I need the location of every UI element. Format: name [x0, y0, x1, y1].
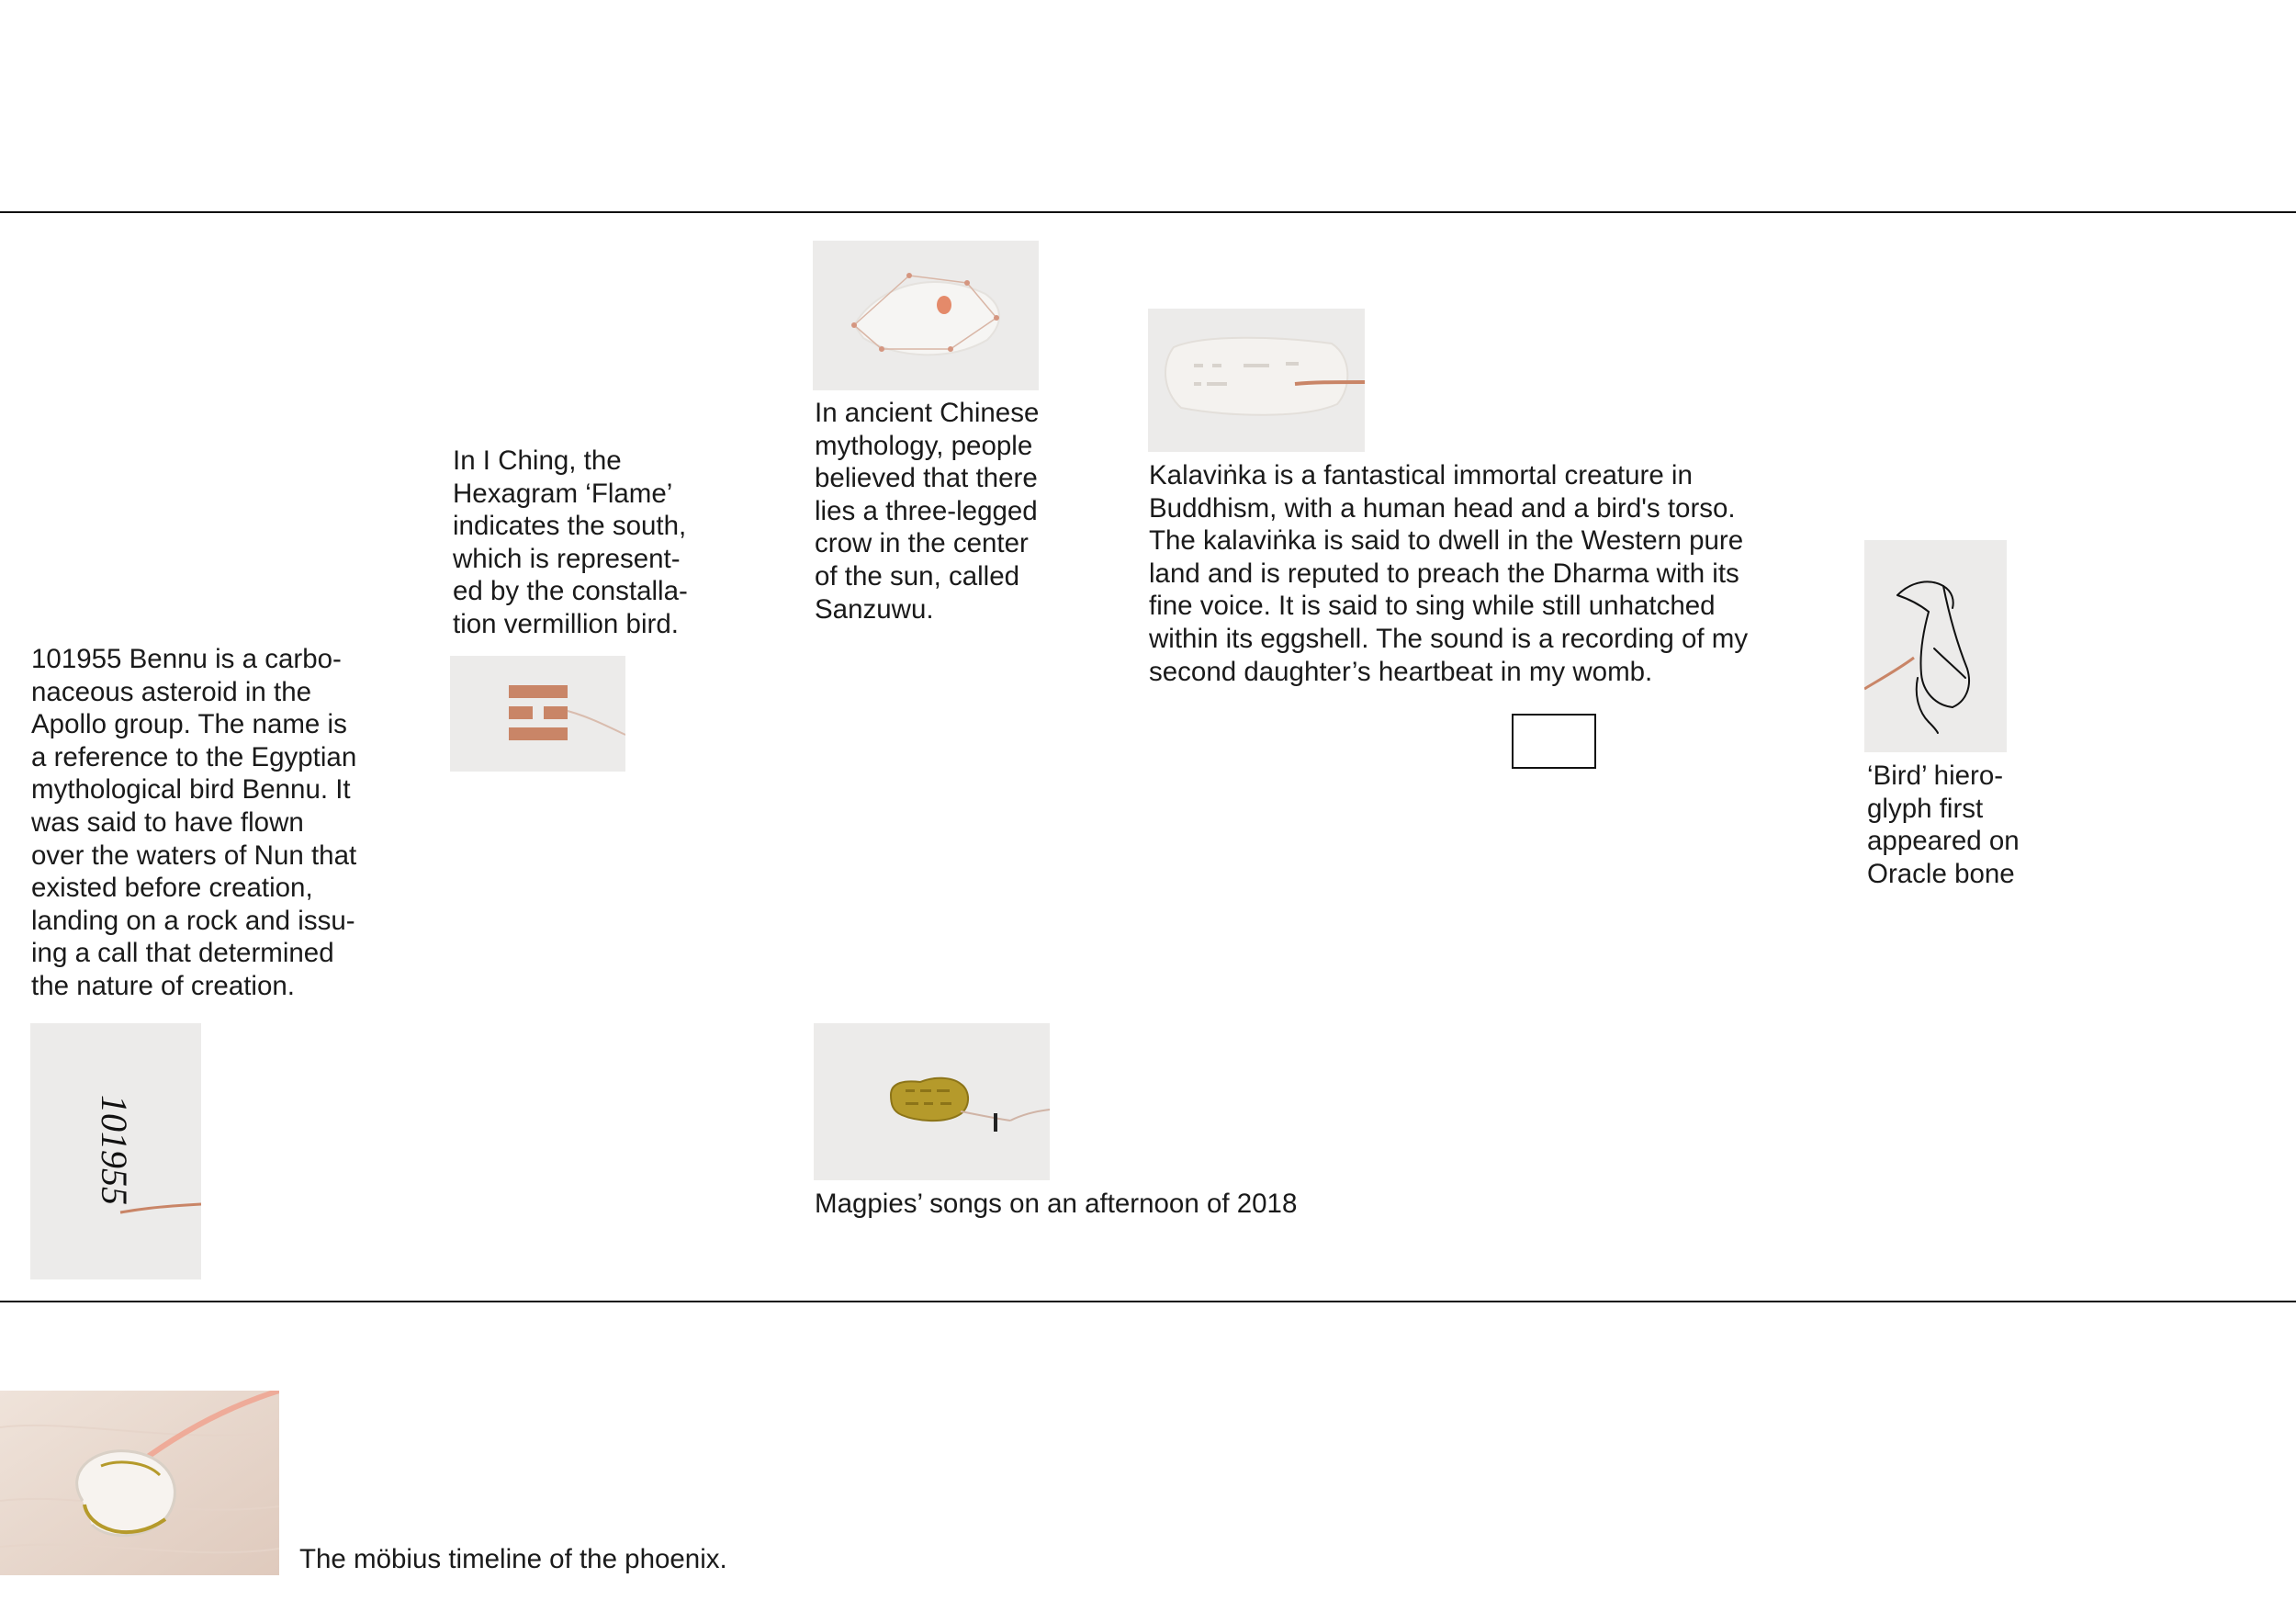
magpies-photo [814, 1023, 1050, 1180]
top-divider [0, 211, 2296, 213]
iching-caption: In I Ching, the Hexagram ‘Flame’ indicates the south, which is represent- ed by the constalla- tion vermillion bird. [453, 445, 688, 639]
magpies-caption: Magpies’ songs on an afternoon of 2018 [815, 1189, 1298, 1219]
bird-glyph-caption: ‘Bird’ hiero- glyph first appeared on Oracle bone [1867, 761, 2020, 889]
mobius-photo [0, 1391, 279, 1575]
kalavinka-caption: Kalaviṅka is a fantastical immortal creature in Buddhism, with a human head and a bird's torso. The kalaviṅka is said to dwell in the Western pure land and is reputed to preach the Dharma with its fine voice. It is said to sing while still unhatched within its eggshell. The sound is a recording of my second daughter’s heartbeat in my womb. [1149, 460, 1749, 687]
bennu-caption: 101955 Bennu is a carbo- naceous asteroid in the Apollo group. The name is a reference to the Egyptian mythological bird Bennu. It was said to have flown over the waters of Nun that existed before creation, landing on a rock and issu- ing a call that determined the nature of creation. [31, 644, 357, 1001]
bottom-divider [0, 1301, 2296, 1302]
bird-glyph-photo [1864, 540, 2007, 752]
kalavinka-photo [1148, 309, 1365, 452]
mobius-caption: The möbius timeline of the phoenix. [299, 1544, 727, 1574]
empty-outline-box [1512, 714, 1596, 769]
sanzuwu-photo [813, 241, 1039, 390]
sanzuwu-caption: In ancient Chinese mythology, people believed that there lies a three-legged crow in the center of the sun, called Sanzuwu. [815, 398, 1040, 625]
hexagram-photo [450, 656, 625, 772]
asteroid-number-mark: 101955 [94, 1095, 135, 1205]
bennu-photo [30, 1023, 201, 1279]
